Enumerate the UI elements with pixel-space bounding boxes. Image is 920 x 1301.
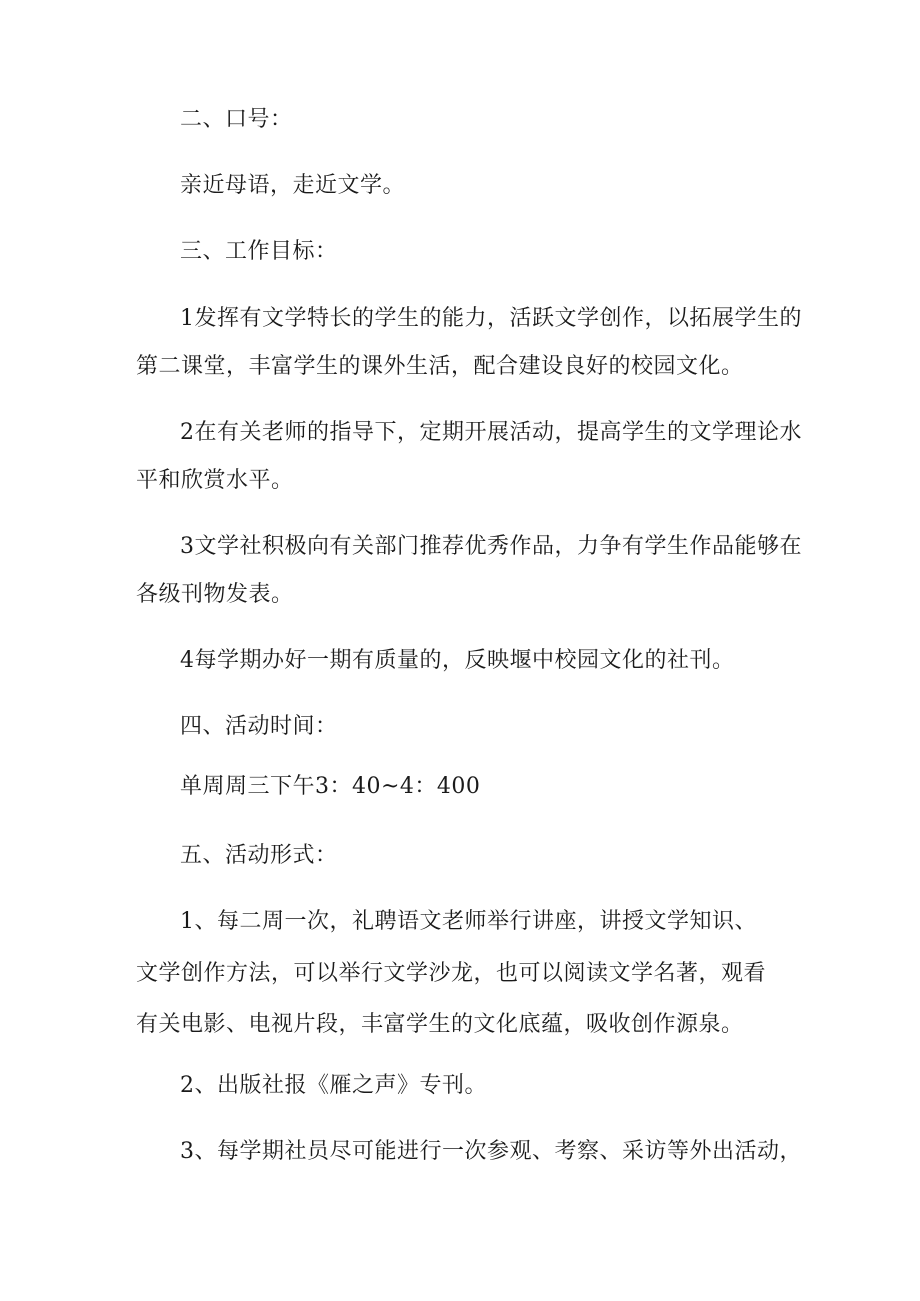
form-1-line-1: 1、每二周一次，礼聘语文老师举行讲座，讲授文学知识、	[180, 909, 757, 934]
goal-4: 4每学期办好一期有质量的，反映堰中校园文化的社刊。	[180, 648, 735, 673]
goal-1-line-2: 第二课堂，丰富学生的课外生活，配合建设良好的校园文化。	[136, 354, 744, 379]
form-1-line-3: 有关电影、电视片段，丰富学生的文化底蕴，吸收创作源泉。	[136, 1012, 744, 1037]
goal-3-line-2: 各级刊物发表。	[136, 582, 294, 607]
goal-1-line-1: 1发挥有文学特长的学生的能力，活跃文学创作，以拓展学生的	[180, 306, 802, 331]
heading-activity-time: 四、活动时间：	[180, 714, 338, 739]
form-1-line-2: 文学创作方法，可以举行文学沙龙，也可以阅读文学名著，观看	[136, 961, 767, 986]
heading-slogan: 二、口号：	[180, 107, 293, 132]
heading-activity-forms: 五、活动形式：	[180, 843, 338, 868]
goal-2-line-2: 平和欣赏水平。	[136, 468, 294, 493]
form-3-line-1: 3、每学期社员尽可能进行一次参观、考察、采访等外出活动，	[180, 1139, 802, 1164]
heading-work-goals: 三、工作目标：	[180, 239, 338, 264]
activity-time-text: 单周周三下午3：40~4：400	[180, 774, 481, 799]
slogan-text: 亲近母语，走近文学。	[180, 173, 406, 198]
goal-2-line-1: 2在有关老师的指导下，定期开展活动，提高学生的文学理论水	[180, 420, 802, 445]
goal-3-line-1: 3文学社积极向有关部门推荐优秀作品，力争有学生作品能够在	[180, 534, 802, 559]
form-2: 2、出版社报《雁之声》专刊。	[180, 1073, 487, 1098]
